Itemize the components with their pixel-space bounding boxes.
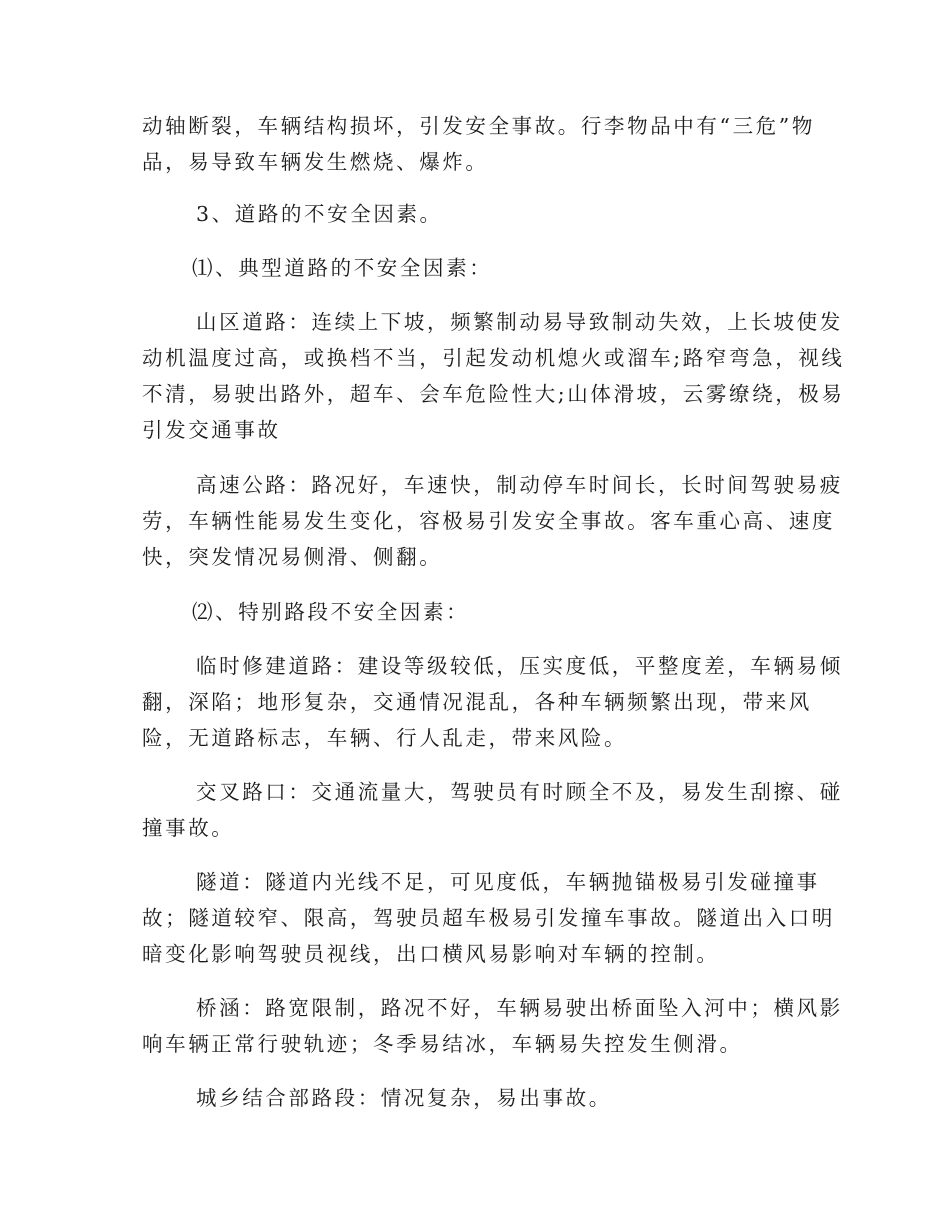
paragraph-highway [142,467,843,575]
text-line: 隧道：隧道内光线不足，可见度低，车辆抛锚极易引发碰撞事 [196,870,820,894]
text-line: 故；隧道较窄、限高，驾驶员超车极易引发撞车事故。隧道出入口明 [142,906,835,930]
section-heading-road-hazards [142,196,812,232]
paragraph-mountain-road [142,304,845,448]
text-line: 快，突发情况易侧滑、侧翻。 [142,545,443,569]
text-line: 临时修建道路：建设等级较低，压实度低，平整度差，车辆易倾 [196,654,843,678]
text-line: 不清，易驶出路外，超车、会车危险性大;山体滑坡，云雾缭绕，极易 [142,382,845,406]
heading-text: 3、道路的不安全因素。 [196,202,443,226]
text-line: 撞事故。 [142,816,235,840]
text-line: 动轴断裂，车辆结构损坏，引发安全事故。行李物品中有“三危”物 [142,114,815,138]
paragraph-temporary-road [142,648,843,756]
heading-text: ⑵、特别路段不安全因素： [192,600,470,624]
text-line: 险，无道路标志，车辆、行人乱走，带来风险。 [142,726,628,750]
paragraph-vehicle-hazards [142,108,815,180]
subsection-heading-typical-roads [142,250,812,286]
text-line: 劳，车辆性能易发生变化，容极易引发安全事故。客车重心高、速度 [142,509,835,533]
paragraph-urban-rural [142,1080,812,1116]
text-line: 引发交通事故 [142,418,281,442]
text-line: 暗变化影响驾驶员视线，出口横风易影响对车辆的控制。 [142,942,720,966]
heading-text: ⑴、典型道路的不安全因素： [192,256,493,280]
text-line: 高速公路：路况好，车速快，制动停车时间长，长时间驾驶易疲 [196,473,843,497]
subsection-heading-special-sections [142,594,812,630]
text-line: 城乡结合部路段：情况复杂，易出事故。 [196,1086,612,1110]
text-line: 动机温度过高，或换档不当，引起发动机熄火或溜车;路窄弯急，视线 [142,346,845,370]
text-line: 桥涵：路宽限制，路况不好，车辆易驶出桥面坠入河中；横风影 [196,996,843,1020]
paragraph-intersection [142,774,843,846]
text-line: 品，易导致车辆发生燃烧、爆炸。 [142,150,489,174]
text-line: 交叉路口：交通流量大，驾驶员有时顾全不及，易发生刮擦、碰 [196,780,843,804]
paragraph-tunnel [142,864,835,972]
text-line: 响车辆正常行驶轨迹；冬季易结冰，车辆易失控发生侧滑。 [142,1032,743,1056]
paragraph-bridge [142,990,843,1062]
text-line: 翻，深陷；地形复杂，交通情况混乱，各种车辆频繁出现，带来风 [142,690,812,714]
text-line: 山区道路：连续上下坡，频繁制动易导致制动失效，上长坡使发 [196,310,843,334]
